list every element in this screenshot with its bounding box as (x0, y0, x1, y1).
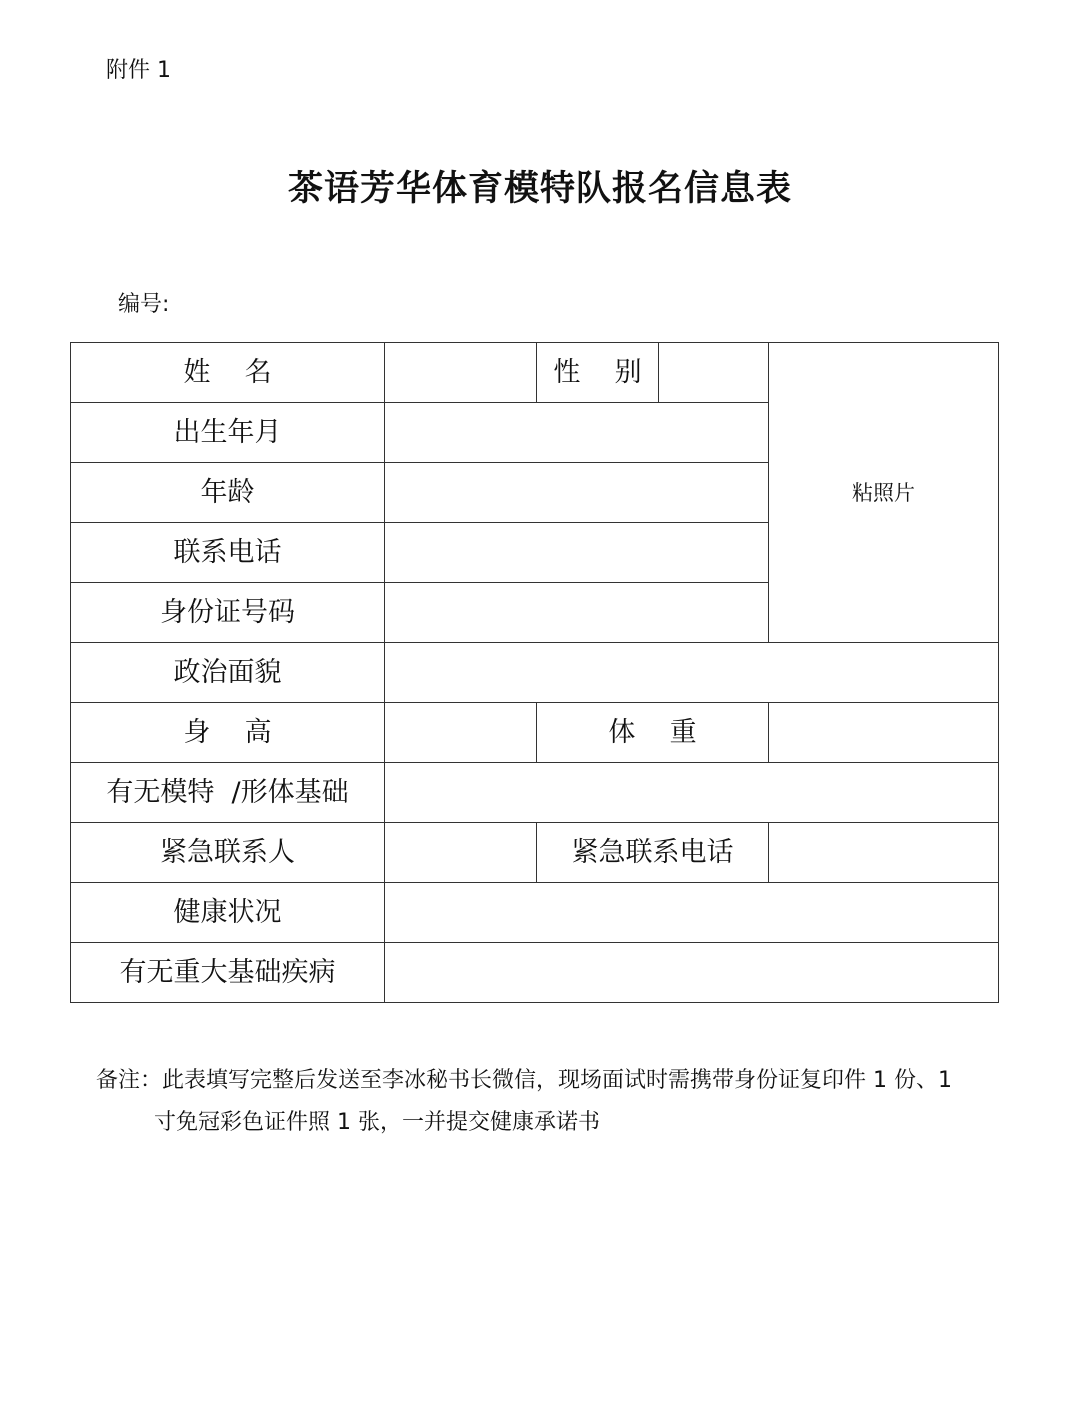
emergency-contact-label: 紧急联系人 (71, 823, 385, 883)
form-row-political (71, 643, 999, 703)
phone-field[interactable] (385, 523, 769, 583)
emergency-phone-label: 紧急联系电话 (537, 823, 769, 883)
height-field[interactable] (385, 703, 537, 763)
health-status-field[interactable] (385, 883, 999, 943)
name-field[interactable] (385, 343, 537, 403)
id-number-field[interactable] (385, 583, 769, 643)
emergency-contact-field[interactable] (385, 823, 537, 883)
modeling-experience-field[interactable] (385, 763, 999, 823)
photo-placeholder[interactable]: 粘照片 (769, 343, 999, 643)
page-title: 茶语芳华体育模特队报名信息表 (287, 169, 792, 209)
remark-note (96, 1060, 996, 1144)
id-number-label: 身份证号码 (71, 583, 385, 643)
height-label: 身 高 (71, 703, 385, 763)
form-row-name (71, 343, 999, 403)
name-label: 姓 名 (71, 343, 385, 403)
political-status-label: 政治面貌 (71, 643, 385, 703)
political-status-field[interactable] (385, 643, 999, 703)
serial-number-label: 编号: (118, 292, 170, 317)
remark-line-1: 备注：此表填写完整后发送至李冰秘书长微信，现场面试时需携带身份证复印件 1 份、1 (96, 1068, 952, 1093)
weight-label: 体 重 (537, 703, 769, 763)
birth-date-label: 出生年月 (71, 403, 385, 463)
major-disease-field[interactable] (385, 943, 999, 1003)
major-disease-label: 有无重大基础疾病 (71, 943, 385, 1003)
weight-field[interactable] (769, 703, 999, 763)
birth-date-field[interactable] (385, 403, 769, 463)
attachment-label: 附件 1 (106, 58, 171, 83)
form-row-emergency (71, 823, 999, 883)
emergency-phone-field[interactable] (769, 823, 999, 883)
health-status-label: 健康状况 (71, 883, 385, 943)
form-row-health (71, 883, 999, 943)
registration-form-table (70, 342, 999, 1003)
age-field[interactable] (385, 463, 769, 523)
gender-label: 性 别 (537, 343, 659, 403)
form-row-modeling (71, 763, 999, 823)
phone-label: 联系电话 (71, 523, 385, 583)
form-row-disease (71, 943, 999, 1003)
form-row-height-weight (71, 703, 999, 763)
gender-field[interactable] (659, 343, 769, 403)
age-label: 年龄 (71, 463, 385, 523)
modeling-experience-label: 有无模特 /形体基础 (71, 763, 385, 823)
remark-line-2: 寸免冠彩色证件照 1 张，一并提交健康承诺书 (154, 1110, 600, 1135)
